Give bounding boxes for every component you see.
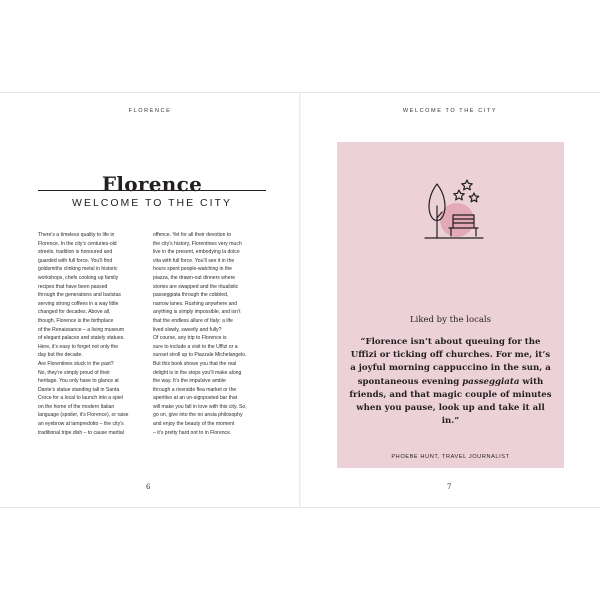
tree-bench-stars-icon <box>409 170 499 260</box>
pull-quote <box>349 336 552 428</box>
page-subtitle: WELCOME TO THE CITY <box>72 197 232 209</box>
right-running-head: WELCOME TO THE CITY <box>402 108 498 114</box>
quote-label: Liked by the locals <box>410 315 491 325</box>
quote-text-end: with friends, and that magic couple of minutes when you pause, look up and take it all in.” <box>349 376 552 427</box>
quote-text-start: “Florence isn’t about queuing for the Uffizi or ticking off churches. For me, it’s a joyful morning cappuccino in the sun, a spontaneous evening <box>350 337 551 387</box>
body-column-2 <box>153 231 265 437</box>
page-number-left: 6 <box>146 483 151 491</box>
body-text-column-2: offence. Yet for all their devotion to the city’s history, Florentines very much live in the present, embodying la dolce vita with full force. You’ll see it in the hours spent people-watching in the piazza, the drawn-out dinners where stories are swapped and the ritualistic passeggiata through the cobbled, narrow lanes. Rushing anywhere and anything is simply impossible, and isn’t that the endless allure of Italy: a life lived slowly, sweetly and fully? Of course, any trip to Florence is sure to include a visit to the Uffizi or a sunset stroll up to Piazzale Michelangelo. But this book shows you that the real delight is in the stops you’ll make along the way. It’s the impulsive amble through a riverside flea market or the aperitivo at an un-signposted bar that will make you fall in love with this city. So, go on, give into the no ansia philosophy and enjoy the beauty of the moment – it’s pretty hard not to in Florence. <box>153 232 247 436</box>
left-running-head: FLORENCE <box>128 108 172 114</box>
body-column-1 <box>38 231 150 437</box>
quote-text-italic: passeggiata <box>462 376 520 387</box>
quote-panel <box>337 142 564 468</box>
book-gutter <box>299 93 301 507</box>
quote-attribution: PHOEBE HUNT, TRAVEL JOURNALIST <box>391 454 510 460</box>
body-text-column-1: There’s a timeless quality to life in Florence. In the city’s centuries-old streets, tradition is honoured and guarded with full force. You’ll find goldsmiths clinking metal in historic workshops, chefs cooking up family recipes that have been passed through the generations and baristas serving strong coffees in a way little changed for decades. Above all, though, Florence is the birthplace of the Renaissance – a living museum of elegant palaces and stately statues. Here, it’s easy to forget not only the day but the decade. Are Florentines stuck in the past? No, they’re simply proud of their heritage. You only have to glance at Dante’s statue standing tall in Santa Croce for a local to launch into a spiel on the home of the modern Italian language (spoiler, it’s Florence), or raise an eyebrow at lampredotto – the city’s traditional tripe dish – to cause martial <box>38 232 129 436</box>
page-title: Florence <box>101 172 203 196</box>
page-number-right: 7 <box>447 483 452 491</box>
book-spread <box>0 92 600 508</box>
